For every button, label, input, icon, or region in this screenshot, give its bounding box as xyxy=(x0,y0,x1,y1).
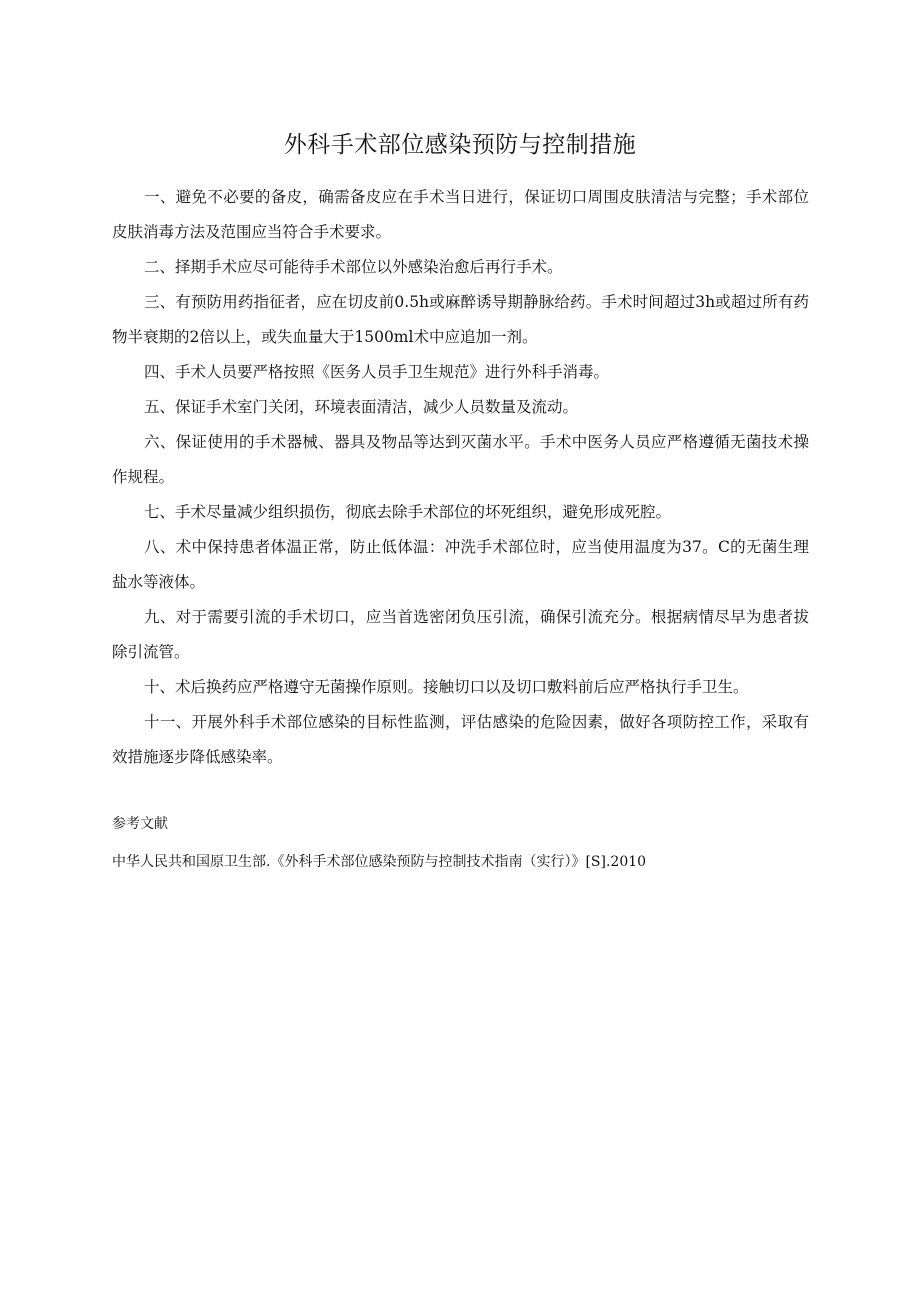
reference-item: 中华人民共和国原卫生部.《外科手术部位感染预防与控制技术指南（实行）》[S].2010 xyxy=(112,854,647,870)
paragraph-1: 一、避免不必要的备皮，确需备皮应在手术当日进行，保证切口周围皮肤清洁与完整；手术部位皮肤消毒方法及范围应当符合手术要求。 xyxy=(112,188,809,241)
paragraph-8: 八、术中保持患者体温正常，防止低体温：冲洗手术部位时，应当使用温度为37。C的无菌生理盐水等液体。 xyxy=(112,538,809,591)
references-heading: 参考文献 xyxy=(112,816,168,832)
paragraph-2: 二、择期手术应尽可能待手术部位以外感染治愈后再行手术。 xyxy=(144,258,563,276)
document-body xyxy=(112,180,809,775)
references-section xyxy=(112,812,809,874)
paragraph-10: 十、术后换药应严格遵守无菌操作原则。接触切口以及切口敷料前后应严格执行手卫生。 xyxy=(144,678,749,696)
paragraph-6: 六、保证使用的手术器械、器具及物品等达到灭菌水平。手术中医务人员应严格遵循无菌技术操作规程。 xyxy=(112,433,809,486)
paragraph-3: 三、有预防用药指征者，应在切皮前0.5h或麻醉诱导期静脉给药。手术时间超过3h或超过所有药物半衰期的2倍以上，或失血量大于1500ml术中应追加一剂。 xyxy=(112,293,809,346)
document-title: 外科手术部位感染预防与控制措施 xyxy=(283,132,637,158)
paragraph-5: 五、保证手术室门关闭，环境表面清洁，减少人员数量及流动。 xyxy=(144,398,579,416)
paragraph-11: 十一、开展外科手术部位感染的目标性监测，评估感染的危险因素，做好各项防控工作，采取有效措施逐步降低感染率。 xyxy=(112,713,809,766)
paragraph-4: 四、手术人员要严格按照《医务人员手卫生规范》进行外科手消毒。 xyxy=(144,363,610,381)
paragraph-7: 七、手术尽量减少组织损伤，彻底去除手术部位的坏死组织，避免形成死腔。 xyxy=(144,503,672,521)
paragraph-9: 九、对于需要引流的手术切口，应当首选密闭负压引流，确保引流充分。根据病情尽早为患者拔除引流管。 xyxy=(112,608,809,661)
